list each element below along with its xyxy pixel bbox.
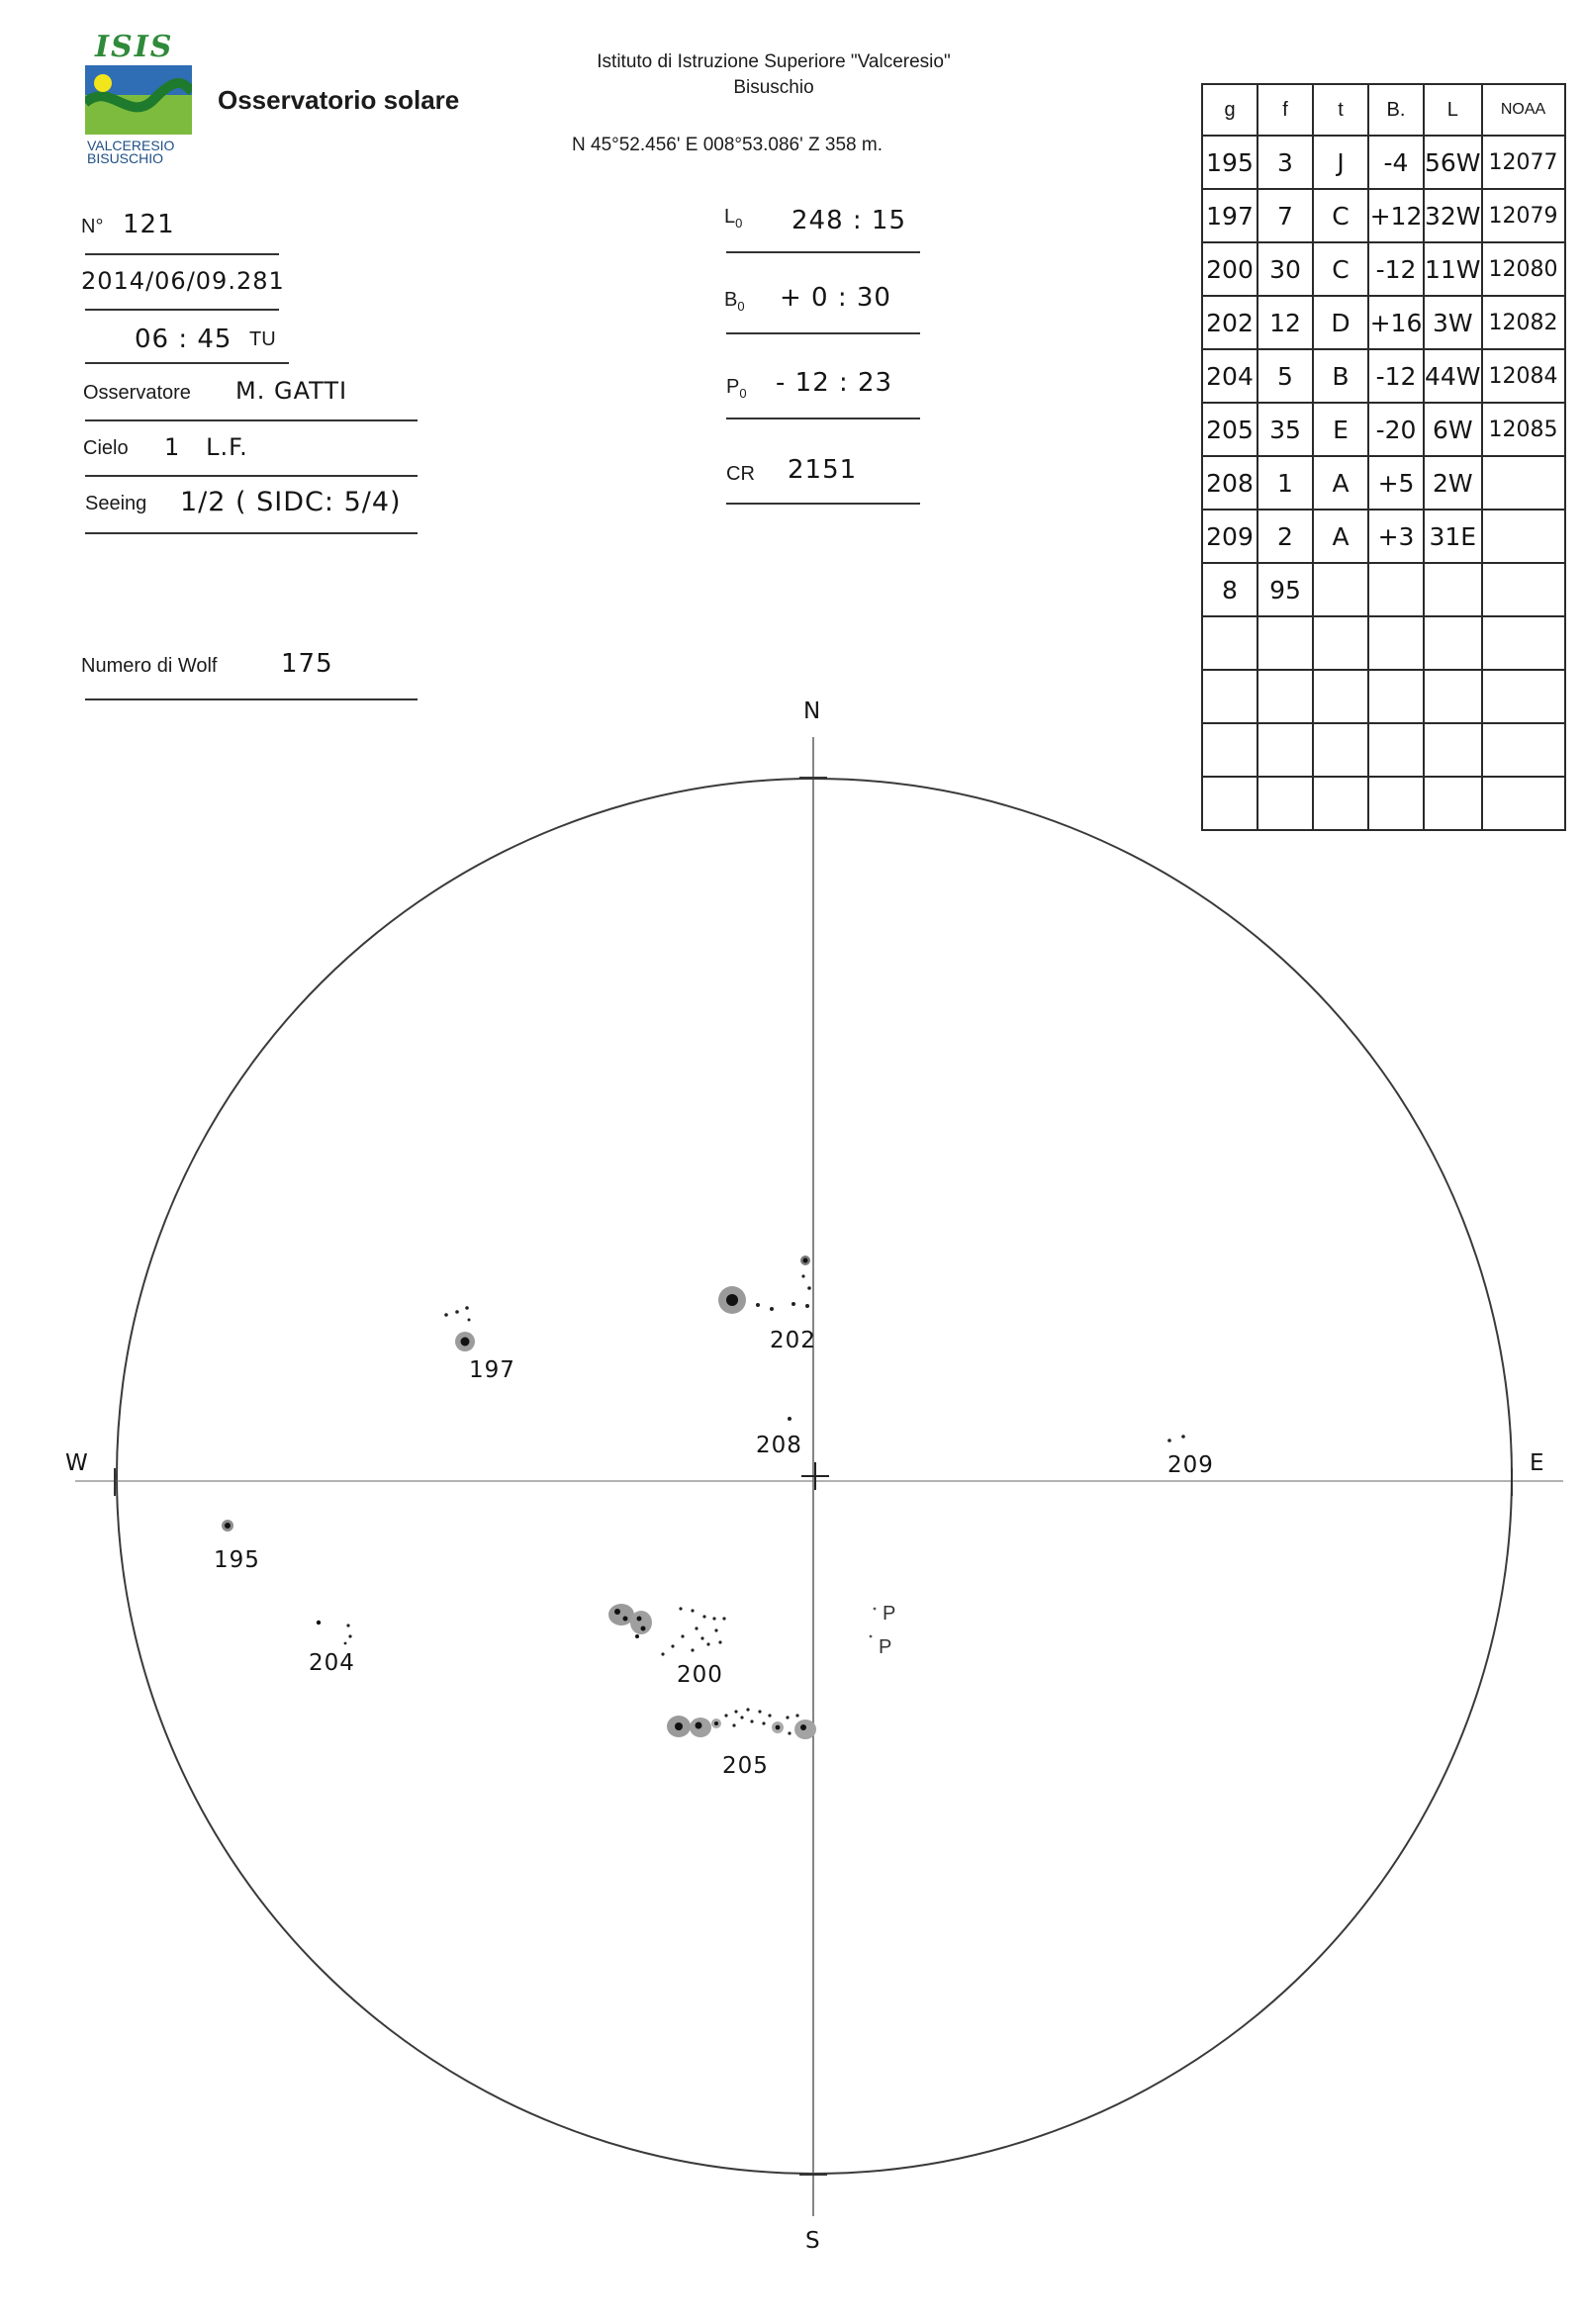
wolf-number-label: Numero di Wolf [81,655,218,677]
group-label-197: 197 [469,1357,515,1383]
logo-wordmark: ISIS [95,30,174,64]
table-cell: 5 [1257,349,1313,403]
group-label-200: 200 [677,1662,723,1688]
table-cell: 6W [1424,403,1482,456]
carrington-rotation-label: CR [726,463,755,485]
table-cell: C [1313,189,1368,242]
seeing-label: Seeing [85,493,147,514]
table-cell: +12 [1368,189,1424,242]
column-header: B. [1368,84,1424,136]
p0-label: $P_0$ [726,376,747,401]
sunspot-group-202 [718,1255,811,1314]
group-label-204: 204 [309,1650,355,1676]
table-cell: B [1313,349,1368,403]
wolf-number: 175 [281,649,333,679]
table-cell: 44W [1424,349,1482,403]
column-header: NOAA [1482,84,1565,136]
table-cell: 200 [1202,242,1257,296]
table-cell: -20 [1368,403,1424,456]
institute-name: Istituto di Istruzione Superiore "Valceresio" [597,51,951,72]
logo-caption-1: VALCERESIO [87,138,175,153]
table-cell: 11W [1424,242,1482,296]
table-cell: 95 [1257,563,1313,616]
table-cell: E [1313,403,1368,456]
p0-value: - 12 : 23 [776,368,893,398]
table-cell: A [1313,456,1368,510]
l0-label: $L_0$ [724,206,743,231]
table-cell: 35 [1257,403,1313,456]
table-cell: 32W [1424,189,1482,242]
observation-number: 121 [123,210,175,239]
table-cell: -12 [1368,349,1424,403]
table-cell: 209 [1202,510,1257,563]
north-label: N [803,698,821,724]
table-cell: 56W [1424,136,1482,189]
table-cell: 202 [1202,296,1257,349]
logo-caption-2: BISUSCHIO [87,150,164,166]
table-cell: 12085 [1482,403,1565,456]
group-label-208: 208 [756,1433,802,1458]
observation-time: 06 : 45 [135,325,233,354]
carrington-rotation: 2151 [788,455,858,485]
facula-mark [870,1635,873,1638]
south-label: S [805,2228,820,2254]
l0-value: 248 : 15 [792,206,906,235]
table-cell: 3 [1257,136,1313,189]
facula-label: P [883,1603,896,1625]
observatory-coordinates: N 45°52.456' E 008°53.086' Z 358 m. [572,135,883,155]
column-header: t [1313,84,1368,136]
column-header: L [1424,84,1482,136]
column-header: g [1202,84,1257,136]
table-cell: 12077 [1482,136,1565,189]
observation-number-label: N° [81,216,104,237]
table-cell: 1 [1257,456,1313,510]
seeing-value: 1/2 ( SIDC: 5/4) [180,487,402,517]
table-cell: 195 [1202,136,1257,189]
table-cell: A [1313,510,1368,563]
table-cell: 205 [1202,403,1257,456]
table-cell: +3 [1368,510,1424,563]
facula-mark [874,1608,877,1611]
table-cell: 12082 [1482,296,1565,349]
institute-town: Bisuschio [733,77,814,98]
b0-label: $B_0$ [724,289,745,314]
sunspot-group-208 [788,1417,792,1421]
table-cell: 7 [1257,189,1313,242]
column-header: f [1257,84,1313,136]
table-cell: +16 [1368,296,1424,349]
sunspot-group-205 [667,1708,816,1739]
sunspot-group-197 [444,1306,475,1351]
table-cell: 12084 [1482,349,1565,403]
table-cell: 12079 [1482,189,1565,242]
group-label-195: 195 [214,1547,260,1573]
sky-value: 1 L.F. [164,433,248,461]
sky-label: Cielo [83,437,129,459]
sunspot-group-209 [1167,1435,1185,1442]
table-cell: 12080 [1482,242,1565,296]
table-cell: 2 [1257,510,1313,563]
table-cell: -4 [1368,136,1424,189]
facula-label: P [879,1636,892,1658]
observation-date: 2014/06/09.281 [81,267,285,295]
table-cell: C [1313,242,1368,296]
page-title: Osservatorio solare [218,85,460,115]
table-cell: 197 [1202,189,1257,242]
table-cell: 204 [1202,349,1257,403]
table-cell: 3W [1424,296,1482,349]
table-cell: +5 [1368,456,1424,510]
observer-label: Osservatore [83,382,191,404]
table-cell: 8 [1202,563,1257,616]
sunspot-group-195 [222,1520,233,1532]
west-label: W [65,1450,88,1476]
observer-name: M. GATTI [235,377,348,405]
sunspot-group-204 [317,1621,352,1645]
time-scale: TU [249,328,276,350]
group-label-205: 205 [722,1753,769,1779]
table-cell: J [1313,136,1368,189]
east-label: E [1530,1450,1544,1476]
sunspot-group-200 [608,1604,726,1656]
table-cell: -12 [1368,242,1424,296]
group-label-202: 202 [770,1328,816,1353]
table-cell: 31E [1424,510,1482,563]
group-label-209: 209 [1167,1452,1214,1478]
table-cell: 30 [1257,242,1313,296]
table-cell: D [1313,296,1368,349]
b0-value: + 0 : 30 [780,283,891,313]
table-cell: 2W [1424,456,1482,510]
table-cell: 208 [1202,456,1257,510]
table-cell: 12 [1257,296,1313,349]
